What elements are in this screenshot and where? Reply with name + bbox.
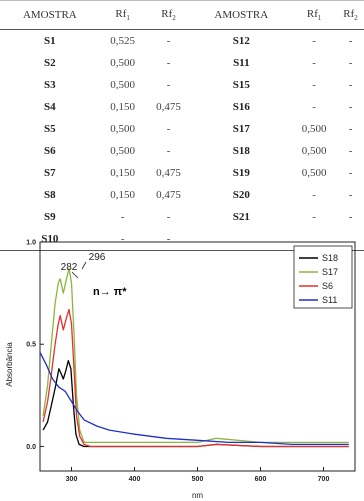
cell-rf1: - xyxy=(312,35,316,47)
header-amostra-2: AMOSTRA xyxy=(191,1,291,30)
cell-rf2: 0,475 xyxy=(156,167,181,179)
peak-arrow-296 xyxy=(82,262,86,269)
header-amostra: AMOSTRA xyxy=(0,1,100,30)
cell-sample: S12 xyxy=(232,35,250,47)
cell-sample: S2 xyxy=(44,57,56,69)
cell-rf2: - xyxy=(348,123,353,135)
cell-sample: S5 xyxy=(44,123,56,135)
x-axis-label: nm xyxy=(191,491,204,500)
table-row xyxy=(0,162,364,184)
cell-rf2: - xyxy=(348,35,353,47)
cell-sample: S1 xyxy=(44,35,56,47)
cell-rf2: - xyxy=(166,79,171,91)
cell-sample: S19 xyxy=(232,167,250,179)
table-row xyxy=(0,118,364,140)
cell-rf2: - xyxy=(166,211,171,223)
cell-rf1: - xyxy=(312,101,316,113)
table-row xyxy=(0,140,364,162)
peak-label-282: 282 xyxy=(60,262,78,273)
cell-sample: S11 xyxy=(233,57,250,69)
cell-rf2: - xyxy=(146,228,192,251)
header-rf2-2: $Rf_2$ xyxy=(337,1,364,30)
table-row xyxy=(0,52,364,74)
absorbance-chart xyxy=(0,232,364,501)
y-tick-label: 0.5 xyxy=(26,341,36,349)
cell-rf1: 0,150 xyxy=(110,167,136,179)
cell-rf1: 0,525 xyxy=(110,35,136,47)
cell-rf2: 0,475 xyxy=(156,101,181,113)
cell-rf2: - xyxy=(348,57,353,69)
cell-sample: S8 xyxy=(44,189,56,201)
header-rf2: $Rf_2$ xyxy=(146,1,192,30)
cell-sample: S15 xyxy=(232,79,250,91)
cell-rf1: - xyxy=(312,189,316,201)
transition-label: n→ π* xyxy=(93,286,127,298)
cell-rf1: - xyxy=(100,228,146,251)
cell-rf1: 0,500 xyxy=(110,57,136,69)
cell-rf2: - xyxy=(166,57,171,69)
table-row xyxy=(0,206,364,228)
cell-sample: S10 xyxy=(0,228,100,251)
cell-sample: S16 xyxy=(232,101,250,113)
cell-rf1: 0,500 xyxy=(301,123,327,135)
chart-svg xyxy=(0,232,364,501)
cell-rf2: - xyxy=(348,79,353,91)
cell-rf1: 0,150 xyxy=(110,189,136,201)
header-rf1-2: $Rf_1$ xyxy=(291,1,337,30)
peak-label-296: 296 xyxy=(88,252,106,263)
table-row xyxy=(0,96,364,118)
cell-rf2: - xyxy=(348,167,353,179)
legend-label-s11: S11 xyxy=(322,295,338,305)
cell-rf1: 0,150 xyxy=(110,101,136,113)
cell-rf1: - xyxy=(312,211,316,223)
series-line-s6 xyxy=(43,310,349,447)
x-tick-label: 400 xyxy=(128,476,141,483)
cell-sample: S20 xyxy=(232,189,250,201)
table-row xyxy=(0,74,364,96)
legend-label-s6: S6 xyxy=(322,281,334,291)
cell-sample: S3 xyxy=(44,79,56,91)
cell-rf2: - xyxy=(166,123,171,135)
cell-rf2: - xyxy=(348,101,353,113)
x-tick-label: 700 xyxy=(317,476,330,483)
cell-sample: S18 xyxy=(232,145,250,157)
cell-rf1: - xyxy=(312,57,316,69)
table-row xyxy=(0,184,364,206)
y-tick-label: 0.0 xyxy=(26,443,36,451)
y-tick-label: 1.0 xyxy=(26,239,36,247)
series-line-s11 xyxy=(40,352,349,444)
cell-sample: S7 xyxy=(44,167,56,179)
cell-rf1: 0,500 xyxy=(110,79,136,91)
cell-rf2: - xyxy=(166,145,171,157)
cell-rf2: - xyxy=(166,35,171,47)
table-header-row xyxy=(0,1,364,30)
x-tick-label: 300 xyxy=(65,476,78,483)
cell-rf1: 0,500 xyxy=(301,145,327,157)
cell-rf1: 0,500 xyxy=(110,145,136,157)
header-rf1: $Rf_1$ xyxy=(100,1,146,30)
cell-sample: S6 xyxy=(44,145,56,157)
cell-sample: S17 xyxy=(232,123,250,135)
cell-sample: S21 xyxy=(232,211,250,223)
cell-rf2: - xyxy=(348,145,353,157)
cell-rf1: 0,500 xyxy=(110,123,136,135)
table-row xyxy=(0,30,364,53)
series-line-s18 xyxy=(43,361,349,447)
x-tick-label: 500 xyxy=(191,476,204,483)
legend-label-s17: S17 xyxy=(322,267,339,277)
legend-label-s18: S18 xyxy=(322,253,339,263)
cell-sample: S4 xyxy=(44,101,56,113)
cell-sample: S9 xyxy=(44,211,56,223)
cell-rf2: - xyxy=(348,189,353,201)
cell-rf2: 0,475 xyxy=(156,189,181,201)
y-axis-label: Absorbância xyxy=(5,342,14,387)
cell-rf1: - xyxy=(120,211,125,223)
cell-rf2: - xyxy=(348,211,353,223)
x-tick-label: 600 xyxy=(254,476,267,483)
cell-rf1: - xyxy=(312,79,316,91)
cell-rf1: 0,500 xyxy=(301,167,327,179)
